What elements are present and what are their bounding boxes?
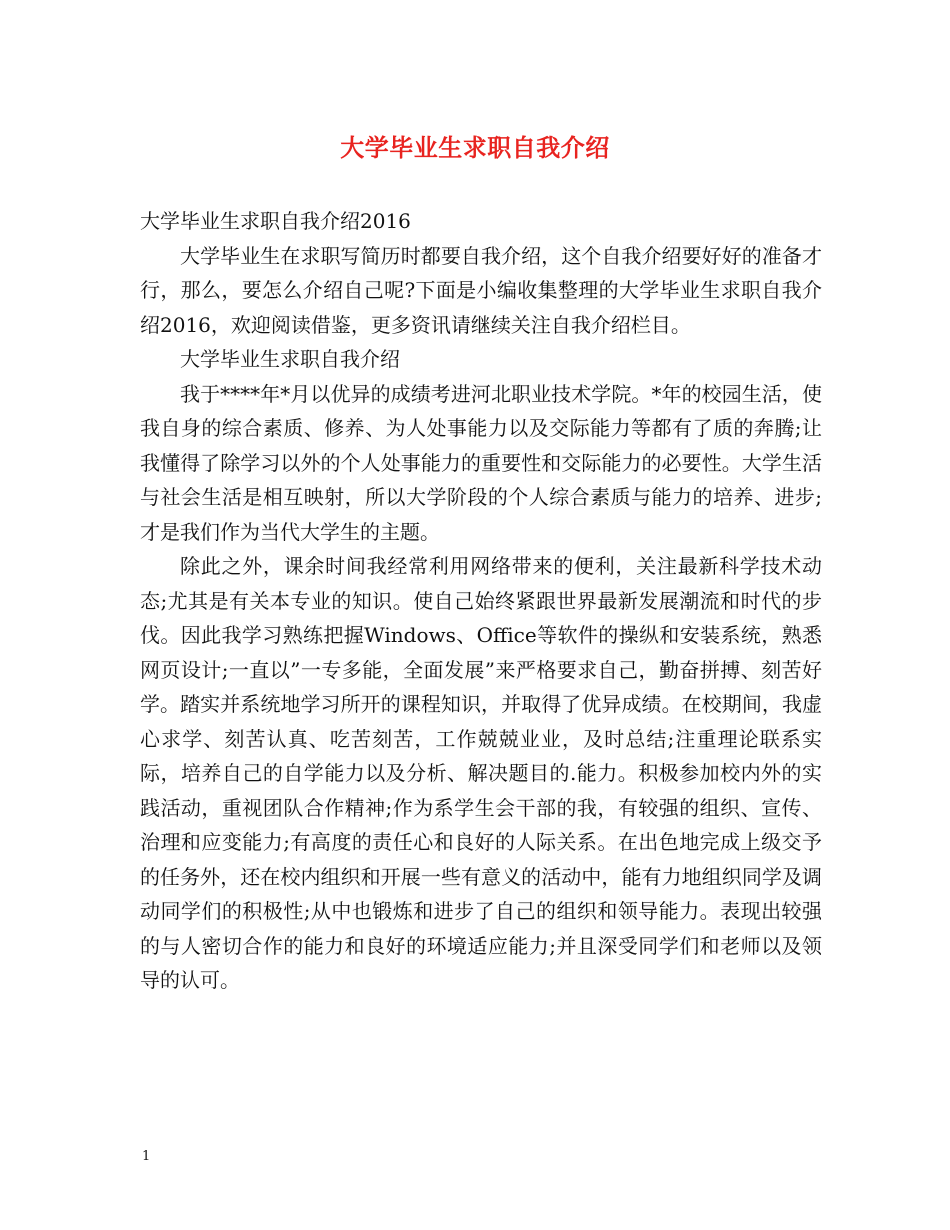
document-title: 大学毕业生求职自我介绍 (340, 133, 610, 162)
body-paragraph: 我于****年*月以优异的成绩考进河北职业技术学院。*年的校园生活，使我自身的综合素质、修养、为人处事能力以及交际能力等都有了质的奔腾;让我懂得了除学习以外的个人处事能力的重要性和交际能力的必要性。大学生活与社会生活是相互映射，所以大学阶段的个人综合素质与能力的培养、进步;才是我们作为当代大学生的主题。 (140, 381, 822, 544)
intro-paragraph: 大学毕业生在求职写简历时都要自我介绍，这个自我介绍要好好的准备才行，那么，要怎么介绍自己呢?下面是小编收集整理的大学毕业生求职自我介绍2016，欢迎阅读借鉴，更多资讯请继续关注自我介绍栏目。 (140, 243, 822, 337)
subtitle-paragraph: 大学毕业生求职自我介绍2016 (140, 209, 411, 233)
document-body (140, 204, 822, 998)
section-heading: 大学毕业生求职自我介绍 (180, 347, 400, 371)
page-number: 1 (142, 1149, 151, 1164)
body-paragraph: 除此之外，课余时间我经常利用网络带来的便利，关注最新科学技术动态;尤其是有关本专业的知识。使自己始终紧跟世界最新发展潮流和时代的步伐。因此我学习熟练把握Windows、Office等软件的操纵和安装系统，熟悉网页设计;一直以”一专多能，全面发展”来严格要求自己，勤奋拼搏、刻苦好学。踏实并系统地学习所开的课程知识，并取得了优异成绩。在校期间，我虚心求学、刻苦认真、吃苦刻苦，工作兢兢业业，及时总结;注重理论联系实际，培养自己的自学能力以及分析、解决题目的.能力。积极参加校内外的实践活动，重视团队合作精神;作为系学生会干部的我，有较强的组织、宣传、治理和应变能力;有高度的责任心和良好的人际关系。在出色地完成上级交予的任务外，还在校内组织和开展一些有意义的活动中，能有力地组织同学及调动同学们的积极性;从中也锻炼和进步了自己的组织和领导能力。表现出较强的与人密切合作的能力和良好的环境适应能力;并且深受同学们和老师以及领导的认可。 (140, 554, 822, 992)
